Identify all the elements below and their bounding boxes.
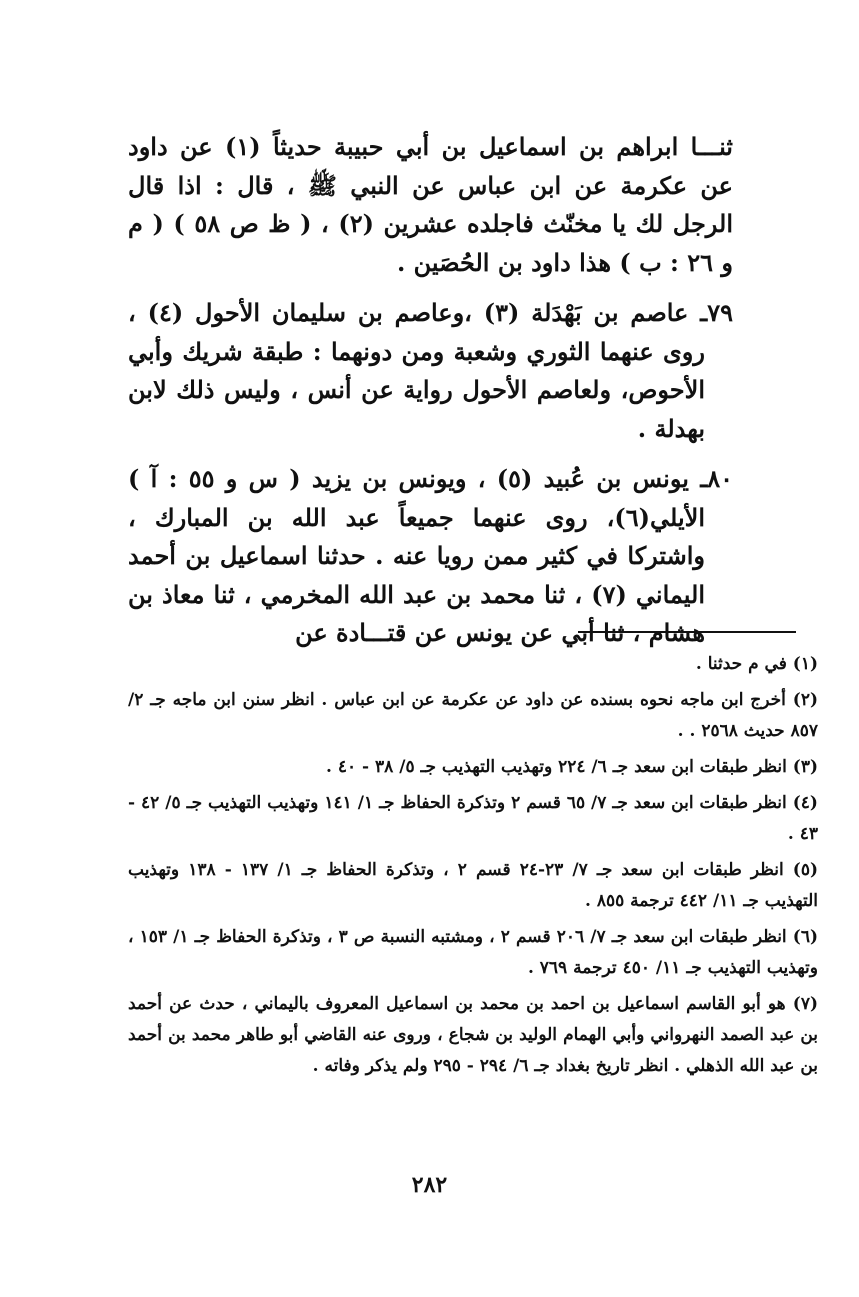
footnote-2: (٢) أخرج ابن ماجه نحوه بسنده عن داود عن عكرمة عن ابن عباس . انظر سنن ابن ماجه جـ ٢/ ٨٥٧ حديث ٢٥٦٨ . . [128,690,818,741]
footnote-7: (٧) هو أبو القاسم اسماعيل بن احمد بن محمد بن اسماعيل المعروف باليماني ، حدث عن أحمد بن عبد الصمد النهرواني وأبي الهمام الوليد بن شجاع ، وروى عنه القاضي أبو طاهر محمد بن أحمد بن عبد الله الذهلي . انظر تاريخ بغداد جـ ٦/ ٢٩٤ - ٢٩٥ ولم يذكر وفاته . [128,994,818,1076]
main-text [128,128,733,665]
paragraph-hadith: ثنـــا ابراهم بن اسماعيل بن أبي حبيبة حديثاً (١) عن داود عن عكرمة عن ابن عباس عن النبي ﷺ ، قال : اذا قال الرجل لك يا مخنّث فاجلده عشرين (٢) ، ( ظ ص ٥٨ ) ( م و ٢٦ : ب ) هذا داود بن الحُصَين . [128,132,734,277]
entry-80: ٨٠ـ يونس بن عُبيد (٥) ، ويونس بن يزيد ( س و ٥٥ : آ ) الأيلي(٦)، روى عنهما جميعاً عبد الله بن المبارك ، واشتركا في كثير ممن رويا عنه . حدثنا اسماعيل بن أحمد اليماني (٧) ، ثنا محمد بن عبد الله المخرمي ، ثنا معاذ بن هشام ، ثنا أبي عن يونس عن قتـــادة عن [128,464,734,647]
footnote-1: (١) في م حدثنا . [695,654,818,674]
footnote-5: (٥) انظر طبقات ابن سعد جـ ٧/ ٢٣-٢٤ قسم ٢ ، وتذكرة الحفاظ جـ ١/ ١٣٧ - ١٣٨ وتهذيب التهذيب جـ ١١/ ٤٤٢ ترجمة ٨٥٥ . [128,860,818,911]
footnote-divider [578,631,796,633]
footnotes [128,649,818,1087]
page-number: ٢٨٢ [411,1172,448,1198]
footnote-3: (٣) انظر طبقات ابن سعد جـ ٦/ ٢٢٤ وتهذيب التهذيب جـ ٥/ ٣٨ - ٤٠ . [326,757,818,777]
footnote-6: (٦) انظر طبقات ابن سعد جـ ٧/ ٢٠٦ قسم ٢ ، ومشتبه النسبة ص ٣ ، وتذكرة الحفاظ جـ ١/ ١٥٣ ، وتهذيب التهذيب جـ ١١/ ٤٥٠ ترجمة ٧٦٩ . [128,927,818,978]
footnote-4: (٤) انظر طبقات ابن سعد جـ ٧/ ٦٥ قسم ٢ وتذكرة الحفاظ جـ ١/ ١٤١ وتهذيب التهذيب جـ ٥/ ٤٢ - ٤٣ . [128,793,818,844]
entry-79: ٧٩ـ عاصم بن بَهْدَلة (٣) ،وعاصم بن سليمان الأحول (٤) ، روى عنهما الثوري وشعبة ومن دونهما : طبقة شريك وأبي الأحوص، ولعاصم الأحول رواية عن أنس ، وليس ذلك لابن بهدلة . [128,298,733,443]
